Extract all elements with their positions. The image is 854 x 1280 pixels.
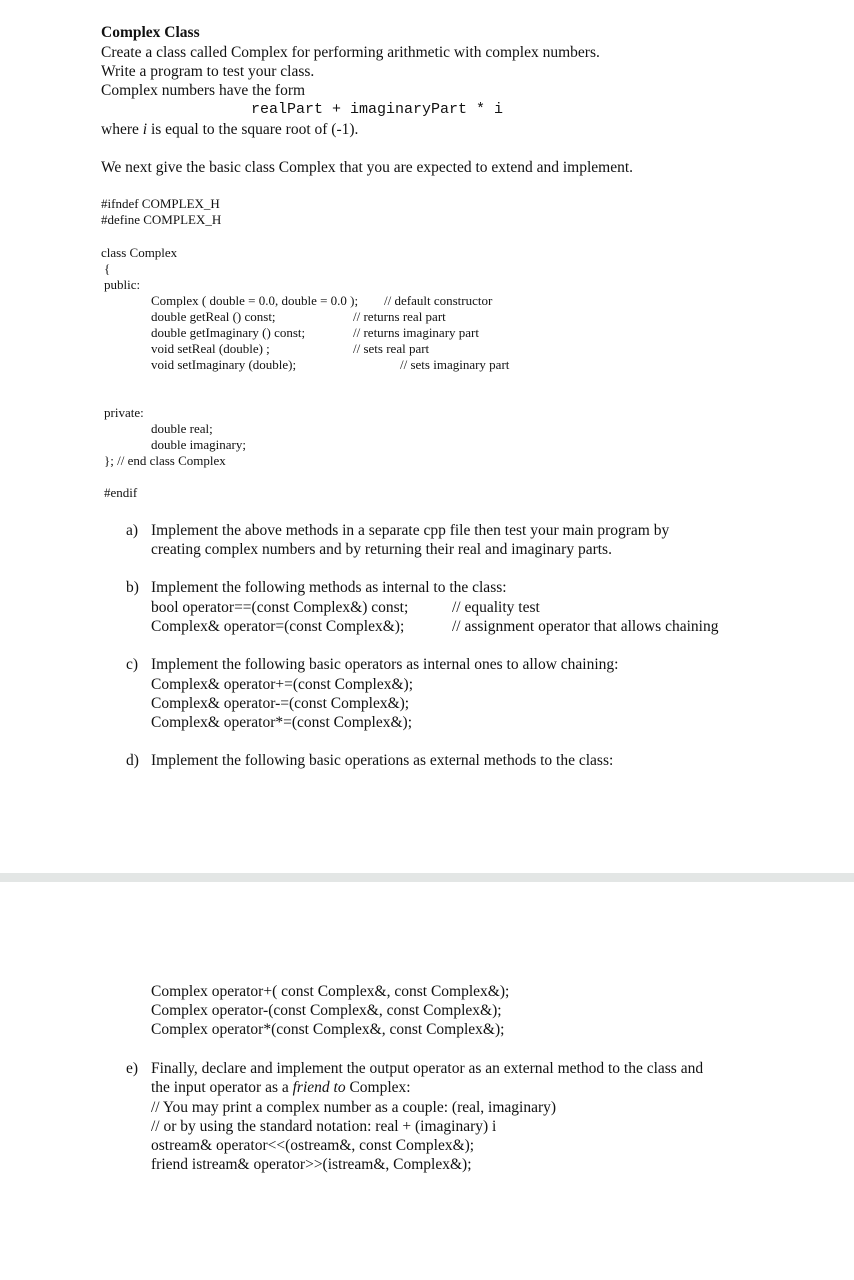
task-d-marker: d) <box>126 752 139 769</box>
code-close: }; // end class Complex <box>104 453 226 468</box>
task-e-line: friend istream& operator>>(istream&, Complex&); <box>151 1156 472 1173</box>
task-b-marker: b) <box>126 579 139 596</box>
doc-title: Complex Class <box>101 24 200 41</box>
task-b-sig: bool operator==(const Complex&) const; <box>151 599 409 616</box>
task-b-intro: Implement the following methods as internal to the class: <box>151 579 507 596</box>
task-b-comment: // assignment operator that allows chaining <box>452 618 719 635</box>
code-method-sig: double getImaginary () const; <box>151 325 306 340</box>
intro-line: Write a program to test your class. <box>101 63 315 80</box>
page-separator <box>0 873 854 882</box>
task-e-line: // You may print a complex number as a couple: (real, imaginary) <box>151 1099 557 1116</box>
code-member: double real; <box>151 421 213 436</box>
friend-to-emphasis: friend to <box>292 1079 346 1096</box>
code-method-comment: // default constructor <box>384 293 493 308</box>
task-c-item: Complex& operator*=(const Complex&); <box>151 714 413 731</box>
code-public-label: public: <box>104 277 141 292</box>
task-e-line1: Finally, declare and implement the output operator as an external method to the class and <box>151 1060 704 1077</box>
code-method-sig: Complex ( double = 0.0, double = 0.0 ); <box>151 293 359 308</box>
code-private-label: private: <box>104 405 144 420</box>
code-method-comment: // returns imaginary part <box>353 325 479 340</box>
code-endif: #endif <box>104 485 138 500</box>
task-c-item: Complex& operator+=(const Complex&); <box>151 676 413 693</box>
intro-line: Create a class called Complex for performing arithmetic with complex numbers. <box>101 44 600 61</box>
intro-line: Complex numbers have the form <box>101 82 306 99</box>
where-var: i <box>142 121 148 138</box>
code-method-comment: // returns real part <box>353 309 446 324</box>
task-d-intro: Implement the following basic operations as external methods to the class: <box>151 752 614 769</box>
code-method-comment: // sets imaginary part <box>400 357 510 372</box>
task-a-marker: a) <box>126 522 139 539</box>
task-c-item: Complex& operator-=(const Complex&); <box>151 695 410 712</box>
task-e-marker: e) <box>126 1060 139 1077</box>
code-class-decl: class Complex <box>101 245 178 260</box>
task-b-sig: Complex& operator=(const Complex&); <box>151 618 405 635</box>
where-pre: where <box>101 121 143 138</box>
where-post: is equal to the square root of (-1). <box>147 121 359 138</box>
formula: realPart + imaginaryPart * i <box>251 101 504 118</box>
task-c-intro: Implement the following basic operators as internal ones to allow chaining: <box>151 656 619 673</box>
task-d-item: Complex operator*(const Complex&, const Complex&); <box>151 1021 505 1038</box>
task-e-line2-pre: the input operator as a <box>151 1079 293 1096</box>
code-define: #define COMPLEX_H <box>101 212 222 227</box>
task-a-line: creating complex numbers and by returning their real and imaginary parts. <box>151 541 612 558</box>
next-text: We next give the basic class Complex that you are expected to extend and implement. <box>101 159 634 176</box>
task-e-line2-post: Complex: <box>345 1079 411 1096</box>
task-c-marker: c) <box>126 656 139 673</box>
code-open-brace: { <box>104 261 111 276</box>
code-ifndef: #ifndef COMPLEX_H <box>101 196 220 211</box>
code-method-sig: void setImaginary (double); <box>151 357 297 372</box>
task-d-item: Complex operator+( const Complex&, const Complex&); <box>151 983 510 1000</box>
task-e-line: // or by using the standard notation: real + (imaginary) i <box>151 1118 497 1135</box>
task-d-item: Complex operator-(const Complex&, const Complex&); <box>151 1002 502 1019</box>
task-e-line: ostream& operator<<(ostream&, const Complex&); <box>151 1137 475 1154</box>
code-method-comment: // sets real part <box>353 341 430 356</box>
code-method-sig: double getReal () const; <box>151 309 276 324</box>
code-member: double imaginary; <box>151 437 246 452</box>
code-method-sig: void setReal (double) ; <box>151 341 270 356</box>
where-line <box>101 122 358 138</box>
document-page-2 <box>0 882 854 1280</box>
task-a-line: Implement the above methods in a separate cpp file then test your main program by <box>151 522 670 539</box>
task-e-line2 <box>151 1080 411 1096</box>
task-b-comment: // equality test <box>452 599 540 616</box>
